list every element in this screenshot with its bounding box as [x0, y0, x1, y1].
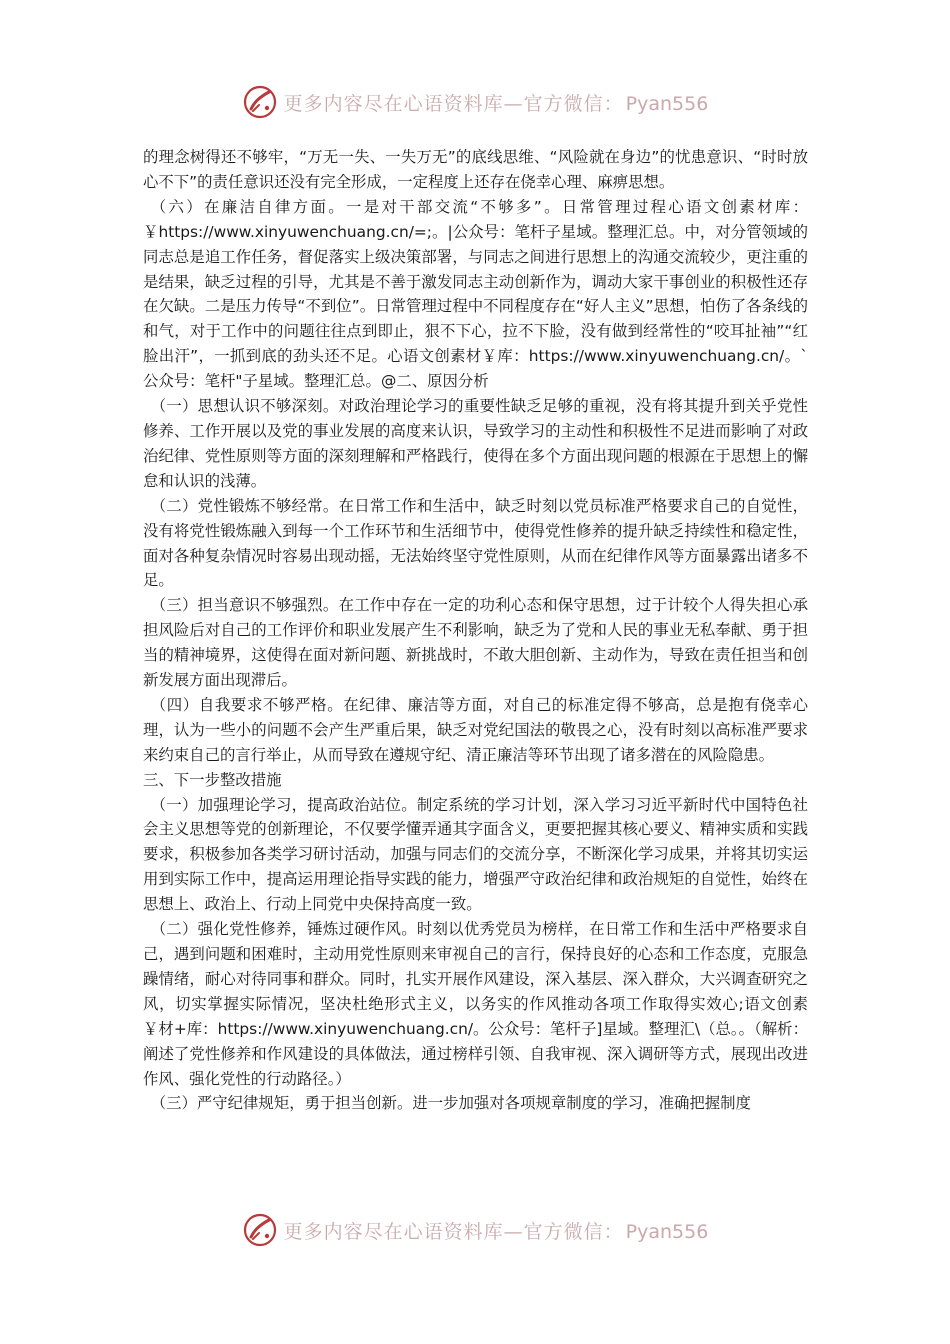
banner-text: 更多内容尽在心语资料库—官方微信： Pyan556: [283, 92, 709, 115]
wechat-id: Pyan556: [625, 92, 709, 115]
paragraph: （三）担当意识不够强烈。在工作中存在一定的功利心态和保守思想，过于计较个人得失担心承担风险后对自己的工作评价和职业发展产生不利影响，缺乏为了党和人民的事业无私奉献、勇于担当的精神境界，这使得在面对新问题、新挑战时，不敢大胆创新、主动作为，导致在责任担当和创新发展方面出现滞后。: [143, 596, 808, 690]
top-banner: [0, 82, 950, 122]
pen-logo-icon: [242, 1212, 278, 1248]
paragraph: （四）自我要求不够严格。在纪律、廉洁等方面，对自己的标准定得不够高，总是抱有侥幸心理，认为一些小的问题不会产生严重后果，缺乏对党纪国法的敬畏之心，没有时刻以高标准严要求来约束自己的言行举止，从而导致在遵规守纪、清正廉洁等环节出现了诸多潜在的风险隐患。: [143, 695, 808, 764]
bottom-banner: [0, 1210, 950, 1250]
document-body: [143, 145, 808, 1116]
paragraph: 的理念树得还不够牢，“万无一失、一失万无”的底线思维、“风险就在身边”的忧患意识、“时时放心不下”的责任意识还没有完全形成，一定程度上还存在侥幸心理、麻痹思想。: [143, 148, 808, 191]
banner-text: 更多内容尽在心语资料库—官方微信： Pyan556: [283, 1220, 709, 1243]
paragraph: （一）思想认识不够深刻。对政治理论学习的重要性缺乏足够的重视，没有将其提升到关乎党性修养、工作开展以及党的事业发展的高度来认识，导致学习的主动性和积极性不足进而影响了对政治纪律、党性原则等方面的深刻理解和严格践行，使得在多个方面出现问题的根源在于思想上的懈怠和认识的浅薄。: [143, 397, 808, 490]
paragraph: （二）强化党性修养，锤炼过硬作风。时刻以优秀党员为榜样，在日常工作和生活中严格要求自己，遇到问题和困难时，主动用党性原则来审视自己的言行，保持良好的心态和工作态度，克服急躁情绪，耐心对待同事和群众。同时，扎实开展作风建设，深入基层、深入群众，大兴调查研究之风，切实掌握实际情况，坚决杜绝形式主义，以务实的作风推动各项工作取得实效心;语文创素￥材+库：https://www.xinyuwenchuang.cn/。公众号：笔杆子]星域。整理汇\（总。。（解析：阐述了党性修养和作风建设的具体做法，通过榜样引领、自我审视、深入调研等方式，展现出改进作风、强化党性的行动路径。）: [143, 920, 808, 1088]
paragraph: （一）加强理论学习，提高政治站位。制定系统的学习计划，深入学习习近平新时代中国特色社会主义思想等党的创新理论，不仅要学懂弄通其字面含义，更要把握其核心要义、精神实质和实践要求，积极参加各类学习研讨活动，加强与同志们的交流分享，不断深化学习成果，并将其切实运用到实际工作中，提高运用理论指导实践的能力，增强严守政治纪律和政治规矩的自觉性，始终在思想上、政治上、行动上同党中央保持高度一致。: [143, 795, 808, 914]
pen-logo-icon: [242, 84, 278, 120]
paragraph: 三、下一步整改措施: [143, 770, 282, 789]
paragraph: （三）严守纪律规矩，勇于担当创新。进一步加强对各项规章制度的学习，准确把握制度: [150, 1094, 751, 1113]
paragraph: （六）在廉洁自律方面。一是对干部交流“不够多”。日常管理过程心语文创素材库：￥https://www.xinyuwenchuang.cn/=;。|公众号：笔杆子星域。整理汇总。中，对分管领域的同志总是追工作任务，督促落实上级决策部署，与同志之间进行思想上的沟通交流较少，更注重的是结果，缺乏过程的引导，尤其是不善于激发同志主动创新作为，调动大家干事创业的积极性还存在欠缺。二是压力传导“不到位”。日常管理过程中不同程度存在“好人主义”思想，怕伤了各条线的和气，对于工作中的问题往往点到即止，狠不下心，拉不下脸，没有做到经常性的“咬耳扯袖”“红脸出汗”，一抓到底的劲头还不足。心语文创素材￥库：https://www.xinyuwenchuang.cn/。`公众号：笔杆"子星域。整理汇总。@二、原因分析: [143, 197, 808, 391]
paragraph: （二）党性锻炼不够经常。在日常工作和生活中，缺乏时刻以党员标准严格要求自己的自觉性，没有将党性锻炼融入到每一个工作环节和生活细节中，使得党性修养的提升缺乏持续性和稳定性，面对各种复杂情况时容易出现动摇，无法始终坚守党性原则，从而在纪律作风等方面暴露出诸多不足。: [143, 496, 808, 590]
wechat-id: Pyan556: [625, 1220, 709, 1243]
